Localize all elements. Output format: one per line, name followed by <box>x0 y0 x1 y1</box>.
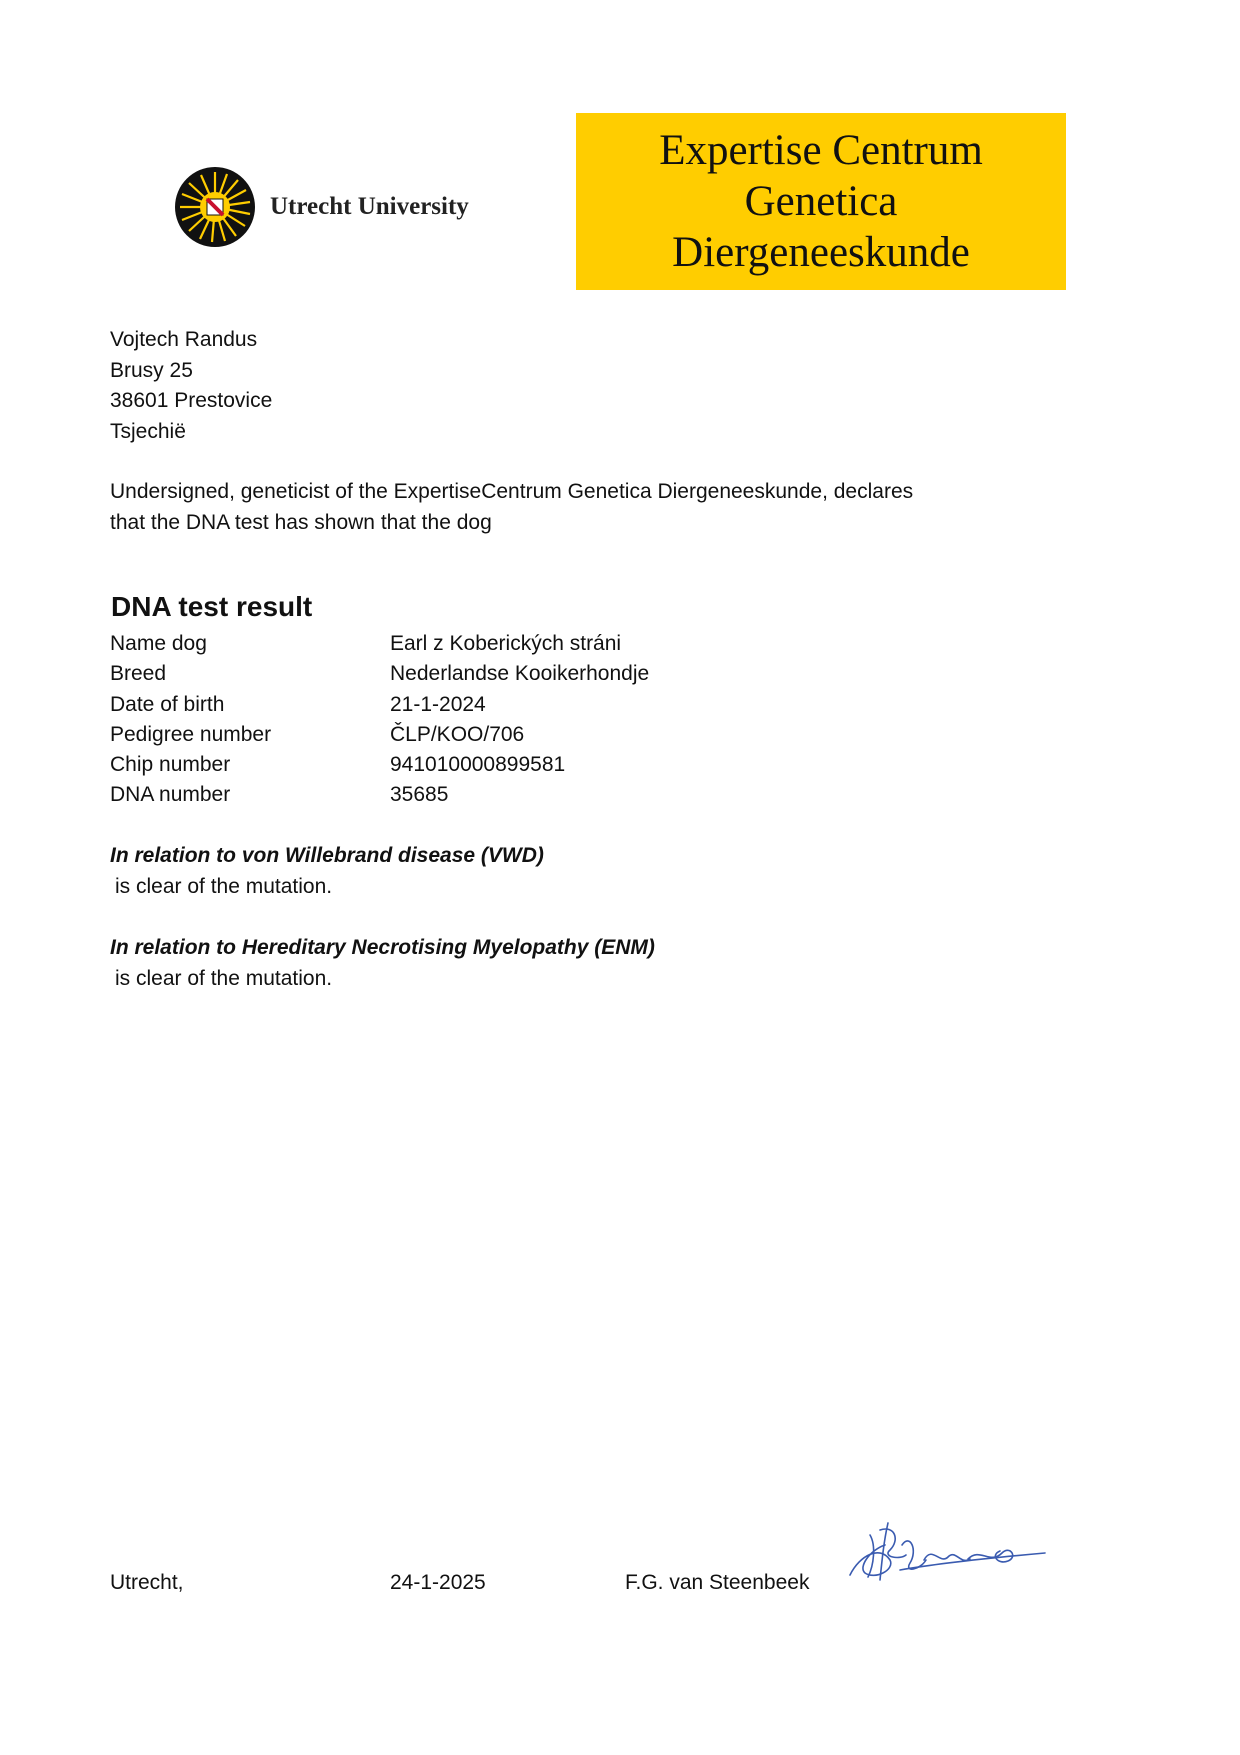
university-seal-icon <box>172 166 258 248</box>
detail-label: Pedigree number <box>110 722 272 746</box>
detail-value: 35685 <box>390 783 449 807</box>
detail-label: DNA number <box>110 783 231 807</box>
logo-text: Utrecht University <box>270 193 469 220</box>
detail-row-birth <box>110 690 649 720</box>
detail-label: Name dog <box>110 632 207 655</box>
footer-signatory: F.G. van Steenbeek <box>625 1571 810 1594</box>
result-heading: DNA test result <box>111 591 313 622</box>
address-city: 38601 Prestovice <box>110 389 273 412</box>
address-name: Vojtech Randus <box>110 328 258 351</box>
declaration-text <box>110 477 913 538</box>
address-street: Brusy 25 <box>110 358 193 382</box>
enm-result: is clear of the mutation. <box>115 966 333 990</box>
detail-value: 941010000899581 <box>390 753 566 777</box>
detail-label: Breed <box>110 662 167 686</box>
banner-line: Diergeneeskunde <box>672 229 970 276</box>
detail-row-chip <box>110 750 649 780</box>
enm-title: In relation to Hereditary Necrotising Myelopathy (ENM) <box>110 936 655 959</box>
recipient-address <box>110 325 272 447</box>
detail-row-name <box>110 629 649 659</box>
declaration-line: that the DNA test has shown that the dog <box>110 510 492 534</box>
address-country: Tsjechië <box>110 419 186 443</box>
expertise-banner <box>576 113 1066 290</box>
detail-label: Date of birth <box>110 692 225 716</box>
detail-value: ČLP/KOO/706 <box>390 722 525 746</box>
detail-value: Nederlandse Kooikerhondje <box>390 662 650 686</box>
enm-section <box>110 933 655 994</box>
footer-place: Utrecht, <box>110 1571 184 1594</box>
detail-value: Earl z Koberických stráni <box>390 632 622 655</box>
banner-line: Genetica <box>744 178 898 225</box>
signature <box>840 1515 1060 1600</box>
vwd-title: In relation to von Willebrand disease (VWD) <box>110 844 544 867</box>
detail-value: 21-1-2024 <box>390 692 486 716</box>
detail-label: Chip number <box>110 753 231 777</box>
signature-icon <box>840 1515 1060 1595</box>
footer-date: 24-1-2025 <box>390 1571 486 1594</box>
vwd-section <box>110 841 544 902</box>
dog-details <box>110 629 649 811</box>
detail-row-breed <box>110 659 649 689</box>
university-logo <box>172 166 502 248</box>
detail-row-pedigree <box>110 720 649 750</box>
declaration-line: Undersigned, geneticist of the ExpertiseCentrum Genetica Diergeneeskunde, declares <box>110 480 914 503</box>
banner-line: Expertise Centrum <box>659 127 983 174</box>
vwd-result: is clear of the mutation. <box>115 874 333 898</box>
detail-row-dna <box>110 780 649 810</box>
